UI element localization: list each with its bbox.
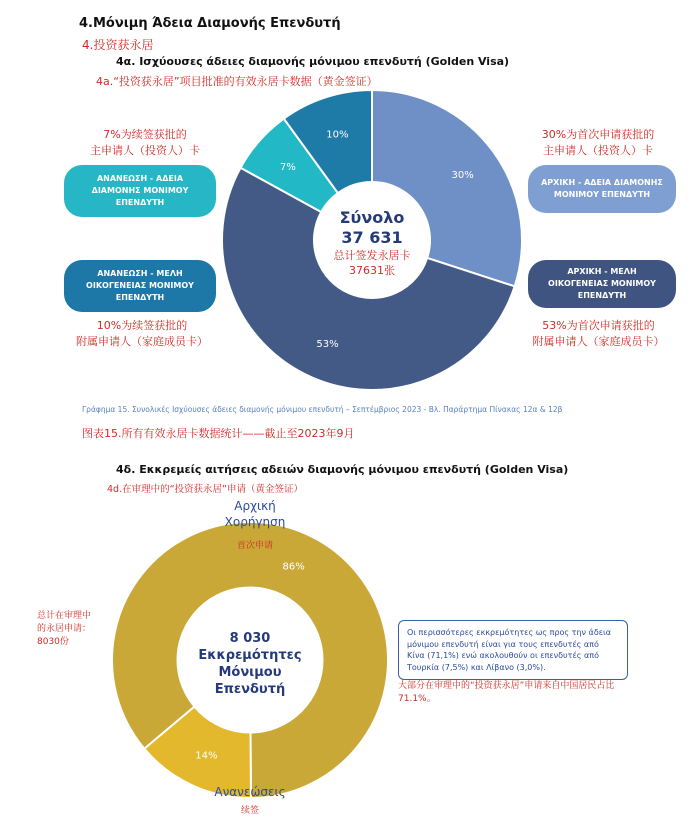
pie1-center-label: [318, 208, 426, 278]
section-4d-title-cn: 4d.在审理中的“投资获永居”申请（黄金签证）: [107, 484, 303, 495]
annotation-right-top-line2: 主申请人（投资人）卡: [543, 144, 653, 157]
page-title-cn: 4.投资获永居: [82, 38, 154, 52]
legend-pill-renewal-investor: ΑΝΑΝΕΩΣΗ - ΑΔΕΙΑ ΔΙΑΜΟΝΗΣ ΜΟΝΙΜΟΥ ΕΠΕΝΔΥΤΗ: [64, 165, 216, 217]
donut-center-label: [180, 630, 320, 698]
chart1-caption: Γράφημα 15. Συνολικές Ισχύουσες άδειες διαμονής μόνιμου επενδυτή – Σεπτέμβριος 2023 - Βλ. Παράρτημα Πίνακας 12α & 12β: [82, 405, 563, 414]
page-title: 4.Μόνιμη Άδεια Διαμονής Επενδυτή: [79, 16, 341, 31]
donut-center-line3: Μόνιμου: [218, 665, 282, 680]
annotation-left-top-line2: 主申请人（投资人）卡: [90, 144, 200, 157]
annotation-left-bottom-line2: 附属申请人（家庭成员卡）: [76, 335, 208, 348]
pending-note-box: Οι περισσότερες εκκρεμότητες ως προς την άδεια μόνιμου επενδυτή είναι για τους επενδυτές από Κίνα (71,1%) ενώ ακολουθούν οι επενδυτές από Τουρκία (7,5%) και Λίβανο (3,0%).: [398, 620, 628, 680]
legend-pill-renewal-family: ΑΝΑΝΕΩΣΗ - ΜΕΛΗ ΟΙΚΟΓΕΝΕΙΑΣ ΜΟΝΙΜΟΥ ΕΠΕΝΔΥΤΗ: [64, 260, 216, 312]
donut-top-label: [205, 498, 305, 530]
donut-top-label-line2: Χορήγηση: [224, 515, 286, 529]
pie1-slice-label-3: 10%: [326, 129, 349, 141]
pie1-center-title: Σύνολο: [339, 208, 405, 227]
legend-pill-initial-family: ΑΡΧΙΚΗ - ΜΕΛΗ ΟΙΚΟΓΕΝΕΙΑΣ ΜΟΝΙΜΟΥ ΕΠΕΝΔΥΤΗ: [528, 260, 676, 308]
annotation-right-bottom: [516, 318, 681, 350]
donut-center-line2: Εκκρεμότητες: [198, 648, 302, 663]
donut-bottom-label-cn: 续签: [240, 806, 259, 816]
donut-left-note: [37, 610, 107, 649]
section-4a-title: 4α. Ισχύουσες άδειες διαμονής μόνιμου επενδυτή (Golden Visa): [116, 55, 510, 68]
donut-left-note-line1: 总计在审理中: [37, 611, 92, 621]
pie1-slice-label-1: 53%: [316, 338, 339, 350]
pie1-center-cn2: 37631张: [349, 264, 395, 277]
donut-bottom-label: Ανανεώσεις: [214, 785, 286, 799]
donut-top-label-line1: Αρχική: [234, 499, 276, 513]
pending-note-cn: 大部分在审理中的“投资获永居”申请来自中国居民占比71.1%。: [398, 681, 615, 704]
legend-pill-initial-investor: ΑΡΧΙΚΗ - ΑΔΕΙΑ ΔΙΑΜΟΝΗΣ ΜΟΝΙΜΟΥ ΕΠΕΝΔΥΤΗ: [528, 165, 676, 213]
pie1-center-cn1: 总计签发永居卡: [333, 249, 411, 262]
pie2-slice-label-0: 86%: [282, 561, 305, 573]
section-4d-title: 4δ. Εκκρεμείς αιτήσεις αδειών διαμονής μόνιμου επενδυτή (Golden Visa): [116, 463, 569, 476]
pie1-center-number: 37 631: [341, 228, 403, 247]
donut-top-label-cn: 首次申请: [236, 541, 273, 551]
chart1-caption-cn: 图表15.所有有效永居卡数据统计——截止至2023年9月: [82, 427, 355, 440]
pie2-slice-label-1: 14%: [195, 750, 218, 762]
donut-left-note-line2: 的永居申请：: [37, 624, 92, 634]
annotation-left-bottom: [62, 318, 222, 350]
annotation-right-top-line1: 30%为首次申请获批的: [541, 128, 655, 141]
annotation-left-bottom-line1: 10%为续签获批的: [96, 319, 188, 332]
section-4a-title-cn: 4a.“投资获永居”项目批准的有效永居卡数据（黄金签证）: [96, 75, 378, 88]
donut-center-line4: Επενδυτή: [214, 682, 286, 697]
annotation-left-top: [70, 127, 220, 159]
pie1-slice-label-0: 30%: [451, 170, 474, 182]
annotation-right-bottom-line2: 附属申请人（家庭成员卡）: [532, 335, 665, 348]
pie1-slice-label-2: 7%: [280, 161, 296, 173]
donut-center-number: 8 030: [229, 631, 271, 646]
annotation-right-bottom-line1: 53%为首次申请获批的: [542, 319, 655, 332]
annotation-right-top: [523, 127, 673, 159]
annotation-left-top-line1: 7%为续签获批的: [103, 128, 187, 141]
donut-left-note-line3: 8030份: [37, 637, 69, 647]
